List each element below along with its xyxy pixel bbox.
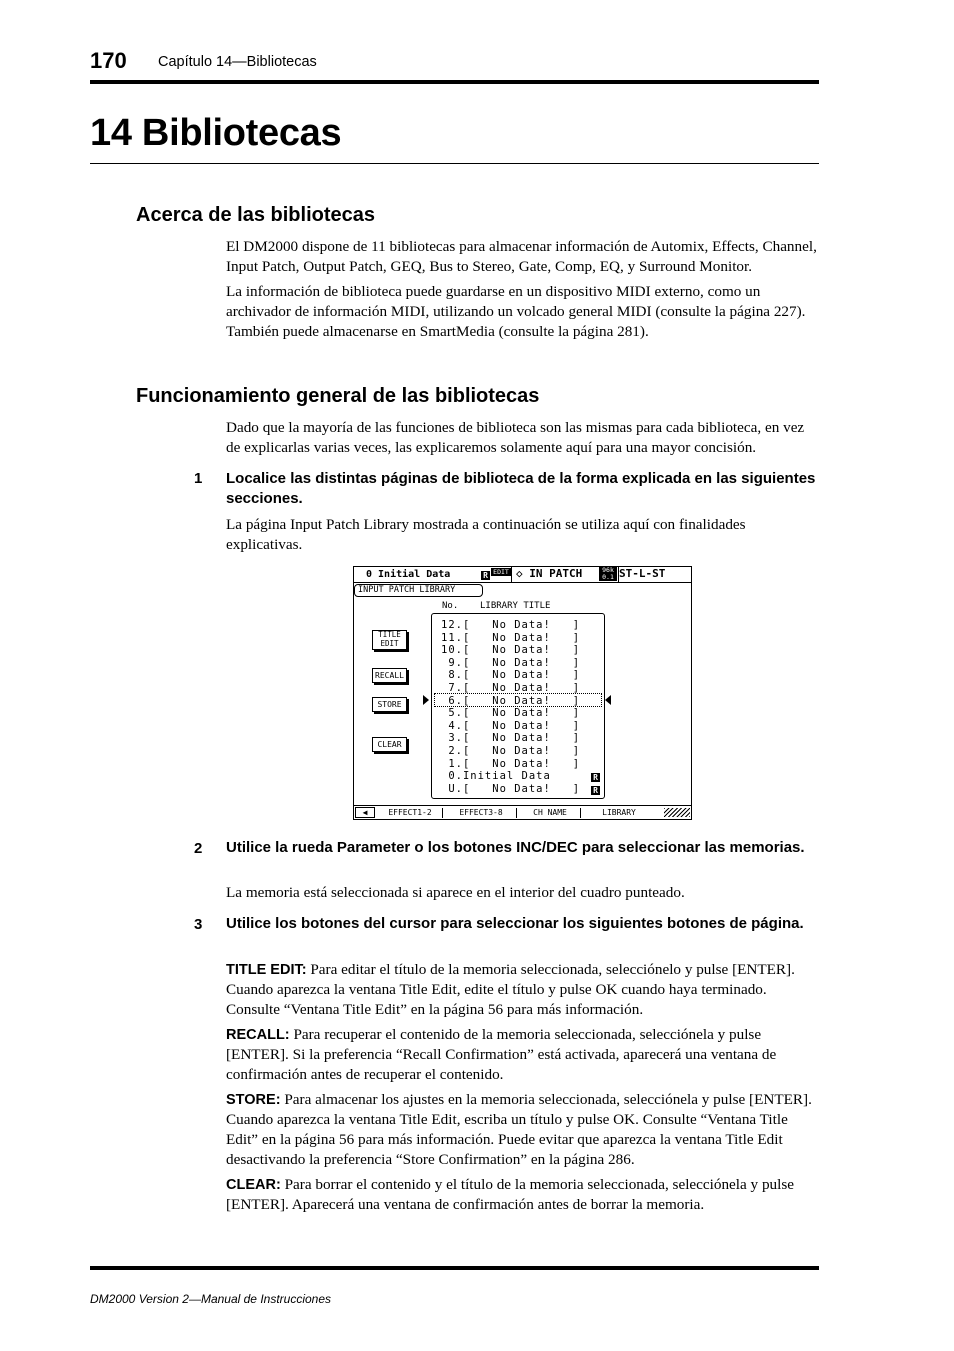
library-row[interactable]: 12.[ No Data! ] [441,619,581,631]
section-heading-acerca: Acerca de las bibliotecas [136,204,376,226]
library-row[interactable]: 4.[ No Data! ] [441,719,581,732]
definition: Para editar el título de la memoria seleccionada, selecciónelo y pulse [ENTER]. Cuando aparezca la ventana Title Edit, edite el título y pulse OK cuando haya terminado. Consulte “Ventana Title Edit” en la página 56 para más información. [226,961,795,1018]
tab-effect1-2[interactable]: EFFECT1-2 [378,808,443,818]
rate: 96k [602,566,614,574]
page-number: 170 [90,48,127,73]
tab-effect3-8[interactable]: EFFECT3-8 [446,808,517,818]
definition-clear [226,1175,818,1215]
r-badge: R [481,571,490,580]
step-heading: Utilice la rueda Parameter o los botones INC/DEC para seleccionar las memorias. [226,839,805,856]
step-number: 2 [194,840,203,857]
step-heading: Utilice los botones del cursor para seleccionar los siguientes botones de página. [226,915,804,932]
library-row[interactable]: 1.[ No Data! ] [441,757,581,770]
rate2: 0.1 [602,573,614,581]
page-name: ◇ IN PATCH [516,567,583,580]
tab-bar-hatch [664,808,690,817]
term: TITLE EDIT: [226,962,307,978]
recall-button[interactable]: RECALL [372,668,407,683]
selection-arrow-left-icon [605,695,611,705]
title-edit-label-2: EDIT [380,638,399,648]
r-badge: R [591,773,600,782]
library-row[interactable]: 3.[ No Data! ] [441,732,581,745]
library-row[interactable]: 11.[ No Data! ] [441,631,581,644]
chapter-title: 14 Bibliotecas [90,112,342,154]
tab-ch-name[interactable]: CH NAME [520,808,581,818]
title-edit-label-1: TITLE [378,630,401,639]
library-row[interactable]: U.[ No Data! ] [441,782,581,795]
library-row[interactable]: 8.[ No Data! ] [441,669,581,682]
chapter-title-rule [90,163,819,164]
term: CLEAR: [226,1177,281,1193]
scene-label: 0 Initial Data [366,569,451,580]
r-badge: R [591,786,600,795]
footer-text: DM2000 Version 2—Manual de Instrucciones [90,1292,332,1306]
rate-badge [599,567,617,581]
library-row[interactable]: 2.[ No Data! ] [441,745,581,757]
tab-library[interactable]: LIBRARY [602,808,636,817]
library-row[interactable]: 7.[ No Data! ] [441,682,581,694]
library-row[interactable]: 0.Initial Data [441,770,551,783]
step-heading: Localice las distintas páginas de biblioteca de la forma explicada en las siguientes secciones. [226,470,816,507]
lcd-screen [353,566,692,820]
definition-store [226,1090,818,1170]
step-body: La memoria está seleccionada si aparece en el interior del cuadro punteado. [226,884,685,901]
step-body: La página Input Patch Library mostrada a continuación se utiliza aquí con finalidades explicativas. [226,516,746,553]
step-number: 3 [194,916,203,933]
section-heading-funcionamiento: Funcionamiento general de las bibliotecas [136,385,540,407]
clear-button[interactable]: CLEAR [372,737,407,752]
definition-recall [226,1025,818,1085]
lcd-status-bar [354,567,691,583]
library-row[interactable]: 6.[ No Data! ] [441,694,581,707]
library-row[interactable]: 5.[ No Data! ] [441,707,581,720]
term: STORE: [226,1092,281,1108]
header-rule [90,80,819,84]
definition: Para almacenar los ajustes en la memoria seleccionada, selecciónela y pulse [ENTER]. Cuando aparezca la ventana Title Edit, escriba un título y pulse OK. Consulte “Ventana Title Edit” en la página 56 para más información. Puede evitar que aparezca la ventana Title Edit desactivando la preferencia “Store Confirmation” en la página 286. [226,1091,812,1168]
selection-box [434,693,602,707]
divider [511,567,512,582]
page-title-box [354,584,483,597]
library-row[interactable]: 10.[ No Data! ] [441,644,581,657]
page-title: INPUT PATCH LIBRARY [358,585,456,595]
column-no: No. [442,601,459,611]
edit-badge: EDIT [491,568,511,576]
paragraph: Dado que la mayoría de las funciones de biblioteca son las mismas para cada biblioteca, en vez de explicarlas varias veces, las explicaremos solamente aquí para una mayor concisión. [226,419,805,456]
running-head: Capítulo 14—Bibliotecas [158,54,317,70]
step3-definitions [226,960,818,1215]
divider [618,567,619,582]
selection-arrow-right-icon [423,695,429,705]
section1-body [226,237,818,342]
library-list[interactable] [431,613,605,799]
footer-rule [90,1266,819,1270]
definition-title-edit [226,960,818,1020]
title-edit-button[interactable] [372,630,407,650]
store-button[interactable]: STORE [372,697,407,712]
definition: Para recuperar el contenido de la memoria seleccionada, selecciónela y pulse [ENTER]. Si la preferencia “Recall Confirmation” está activada, aparecerá una ventana de confirmación antes de recuperar el contenido. [226,1026,777,1083]
term: RECALL: [226,1027,290,1043]
channel-label: ST-L-ST [619,567,666,580]
definition: Para borrar el contenido y el título de la memoria seleccionada, selecciónela y pulse [ENTER]. Aparecerá una ventana de confirmación antes de borrar la memoria. [226,1176,794,1213]
paragraph: La información de biblioteca puede guardarse en un dispositivo MIDI externo, como un archivador de información MIDI, utilizando un volcado general MIDI (consulte la página 227). También puede almacenarse en SmartMedia (consulte la página 281). [226,283,806,340]
column-title: LIBRARY TITLE [480,601,551,611]
tab-prev[interactable]: ◀ [355,807,375,818]
step-number: 1 [194,470,203,487]
library-row[interactable]: 9.[ No Data! ] [441,656,581,669]
paragraph: El DM2000 dispone de 11 bibliotecas para almacenar información de Automix, Effects, Channel, Input Patch, Output Patch, GEQ, Bus to Stereo, Gate, Comp, EQ, y Surround Monitor. [226,238,817,275]
tab-bar [354,805,691,819]
